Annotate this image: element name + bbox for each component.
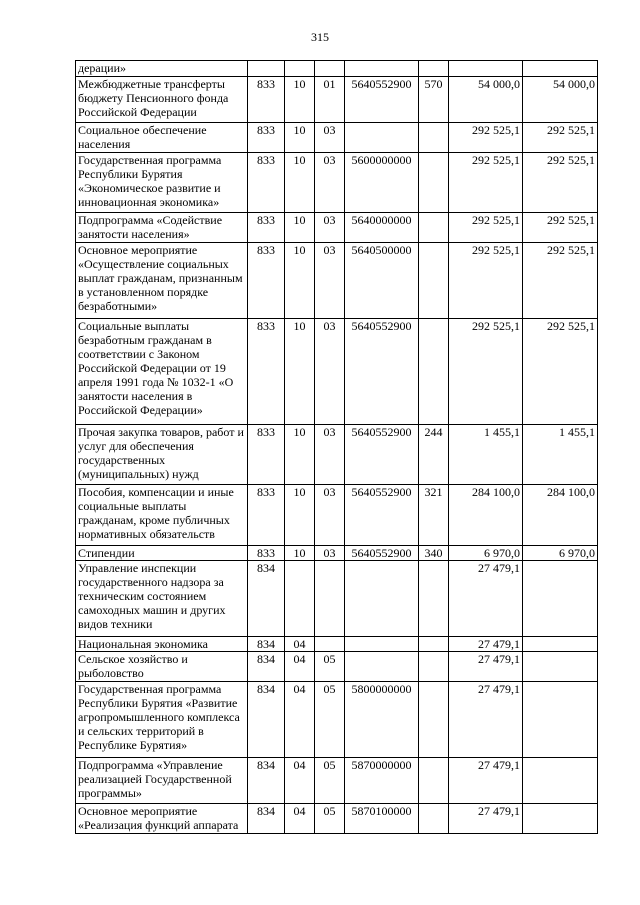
cell-name: Подпрограмма «Управление реализацией Государственной программы» [76,758,248,804]
cell-sum-1: 292 525,1 [449,319,523,425]
cell-pr [315,561,345,637]
cell-vr [419,637,449,652]
cell-ved: 833 [248,77,285,123]
cell-rz: 10 [285,213,315,243]
cell-csr: 5870100000 [345,804,419,834]
cell-sum-2: 284 100,0 [523,485,598,546]
cell-pr: 05 [315,682,345,758]
cell-name: Управление инспекции государственного надзора за техническим состоянием самоходных машин и других видов техники [76,561,248,637]
cell-rz: 10 [285,485,315,546]
cell-vr [419,758,449,804]
cell-sum-2 [523,652,598,682]
cell-pr: 03 [315,213,345,243]
cell-rz: 04 [285,804,315,834]
table-row [76,77,598,123]
cell-csr: 5640552900 [345,319,419,425]
cell-csr: 5640000000 [345,213,419,243]
cell-vr: 570 [419,77,449,123]
cell-csr [345,61,419,77]
cell-vr: 321 [419,485,449,546]
cell-csr: 5800000000 [345,682,419,758]
cell-sum-1 [449,61,523,77]
cell-sum-2: 1 455,1 [523,425,598,485]
budget-table [75,60,598,834]
cell-ved: 834 [248,682,285,758]
cell-ved [248,61,285,77]
cell-rz [285,61,315,77]
cell-vr [419,682,449,758]
cell-sum-1: 27 479,1 [449,682,523,758]
table-row [76,758,598,804]
table-row [76,804,598,834]
table-row [76,561,598,637]
cell-sum-2 [523,758,598,804]
cell-sum-1: 292 525,1 [449,213,523,243]
cell-vr [419,243,449,319]
cell-rz: 10 [285,153,315,213]
table-row [76,213,598,243]
cell-sum-2 [523,61,598,77]
cell-vr [419,213,449,243]
cell-pr: 03 [315,243,345,319]
cell-name: Социальные выплаты безработным гражданам в соответствии с Законом Российской Федерации от 19 апреля 1991 года № 1032-1 «О занятости населения в Российской Федерации» [76,319,248,425]
cell-name: Сельское хозяйство и рыболовство [76,652,248,682]
table-row [76,123,598,153]
cell-pr [315,637,345,652]
cell-vr [419,123,449,153]
cell-vr [419,61,449,77]
cell-ved: 833 [248,485,285,546]
cell-pr: 05 [315,804,345,834]
cell-sum-2: 292 525,1 [523,123,598,153]
cell-ved: 834 [248,804,285,834]
cell-sum-2 [523,682,598,758]
cell-name: дерации» [76,61,248,77]
table-row [76,546,598,561]
table-row [76,485,598,546]
table-row [76,319,598,425]
cell-vr [419,561,449,637]
cell-vr [419,804,449,834]
cell-ved: 833 [248,123,285,153]
cell-ved: 833 [248,319,285,425]
cell-sum-1: 6 970,0 [449,546,523,561]
table-row [76,243,598,319]
cell-rz: 10 [285,123,315,153]
cell-sum-1: 27 479,1 [449,561,523,637]
cell-ved: 833 [248,425,285,485]
cell-ved: 833 [248,546,285,561]
cell-name: Прочая закупка товаров, работ и услуг для обеспечения государственных (муниципальных) нужд [76,425,248,485]
cell-sum-1: 292 525,1 [449,153,523,213]
table-row [76,61,598,77]
cell-sum-1: 292 525,1 [449,123,523,153]
cell-name: Социальное обеспечение населения [76,123,248,153]
table-row [76,153,598,213]
cell-sum-1: 27 479,1 [449,637,523,652]
cell-ved: 834 [248,637,285,652]
cell-sum-1: 292 525,1 [449,243,523,319]
cell-sum-1: 1 455,1 [449,425,523,485]
cell-csr [345,123,419,153]
cell-name: Подпрограмма «Содействие занятости населения» [76,213,248,243]
cell-vr: 340 [419,546,449,561]
table-row [76,637,598,652]
cell-vr: 244 [419,425,449,485]
cell-rz: 04 [285,682,315,758]
cell-name: Основное мероприятие «Реализация функций аппарата [76,804,248,834]
cell-csr: 5640500000 [345,243,419,319]
cell-rz: 04 [285,637,315,652]
cell-csr [345,561,419,637]
cell-name: Государственная программа Республики Бурятия «Экономическое развитие и инновационная экономика» [76,153,248,213]
cell-ved: 834 [248,561,285,637]
cell-pr: 03 [315,425,345,485]
cell-csr [345,652,419,682]
cell-vr [419,319,449,425]
cell-name: Основное мероприятие «Осуществление социальных выплат гражданам, признанным в установленном порядке безработными» [76,243,248,319]
cell-sum-1: 27 479,1 [449,804,523,834]
cell-sum-1: 27 479,1 [449,758,523,804]
cell-sum-2 [523,561,598,637]
cell-pr: 01 [315,77,345,123]
cell-pr: 03 [315,319,345,425]
cell-csr: 5640552900 [345,77,419,123]
cell-pr: 03 [315,123,345,153]
cell-pr [315,61,345,77]
cell-name: Государственная программа Республики Бурятия «Развитие агропромышленного комплекса и сельских территорий в Республике Бурятия» [76,682,248,758]
cell-sum-1: 27 479,1 [449,652,523,682]
table-row [76,682,598,758]
table-row [76,652,598,682]
cell-rz: 10 [285,243,315,319]
cell-ved: 833 [248,243,285,319]
cell-csr: 5640552900 [345,485,419,546]
table-row [76,425,598,485]
cell-ved: 834 [248,652,285,682]
cell-pr: 05 [315,652,345,682]
cell-csr: 5870000000 [345,758,419,804]
cell-name: Национальная экономика [76,637,248,652]
cell-csr [345,637,419,652]
cell-rz [285,561,315,637]
cell-rz: 10 [285,425,315,485]
cell-vr [419,153,449,213]
cell-rz: 04 [285,652,315,682]
cell-pr: 03 [315,546,345,561]
cell-sum-2: 54 000,0 [523,77,598,123]
cell-sum-1: 54 000,0 [449,77,523,123]
cell-rz: 10 [285,546,315,561]
cell-sum-2: 292 525,1 [523,243,598,319]
cell-csr: 5640552900 [345,425,419,485]
page-number: 315 [311,30,329,44]
cell-sum-2: 292 525,1 [523,153,598,213]
cell-ved: 834 [248,758,285,804]
cell-sum-2: 6 970,0 [523,546,598,561]
cell-rz: 04 [285,758,315,804]
cell-rz: 10 [285,77,315,123]
cell-ved: 833 [248,213,285,243]
cell-sum-1: 284 100,0 [449,485,523,546]
cell-name: Межбюджетные трансферты бюджету Пенсионного фонда Российской Федерации [76,77,248,123]
cell-sum-2: 292 525,1 [523,213,598,243]
cell-csr: 5600000000 [345,153,419,213]
cell-sum-2 [523,637,598,652]
cell-csr: 5640552900 [345,546,419,561]
cell-pr: 03 [315,485,345,546]
cell-sum-2: 292 525,1 [523,319,598,425]
cell-rz: 10 [285,319,315,425]
cell-name: Стипендии [76,546,248,561]
cell-pr: 03 [315,153,345,213]
cell-ved: 833 [248,153,285,213]
cell-vr [419,652,449,682]
cell-pr: 05 [315,758,345,804]
cell-name: Пособия, компенсации и иные социальные выплаты гражданам, кроме публичных нормативных обязательств [76,485,248,546]
cell-sum-2 [523,804,598,834]
